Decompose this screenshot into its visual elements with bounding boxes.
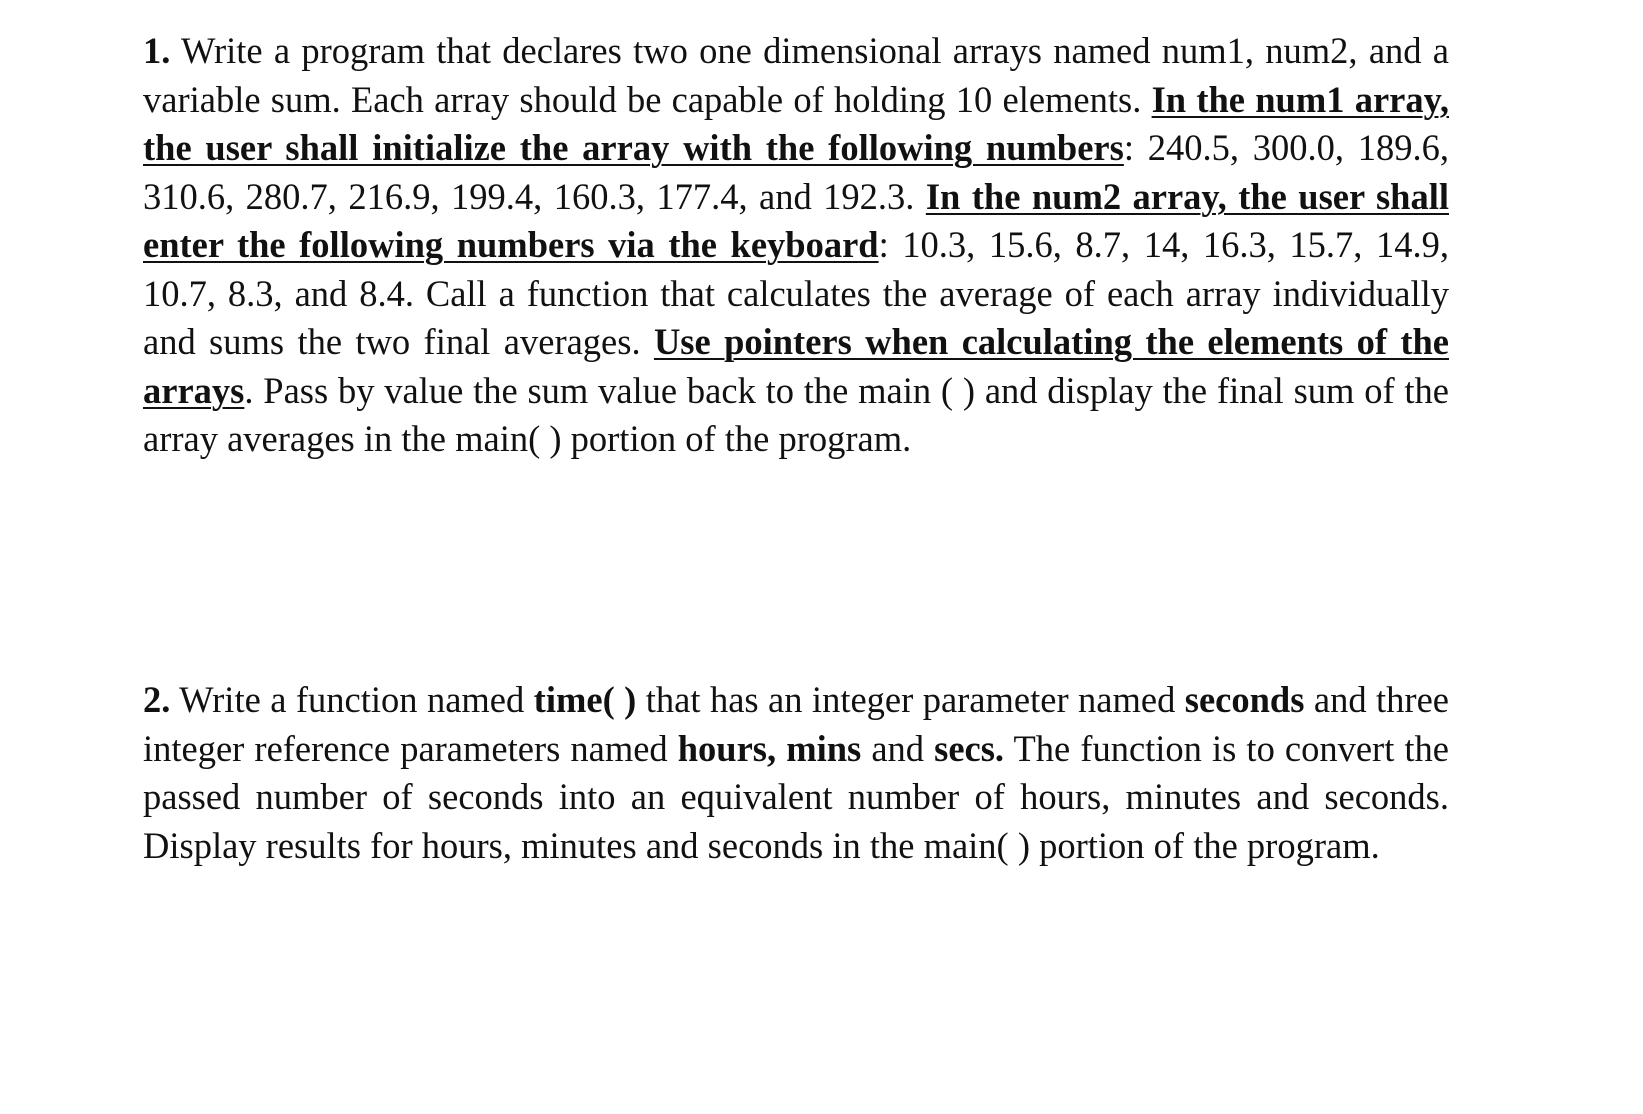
question-number: 2. bbox=[143, 679, 171, 720]
question-2-text bbox=[143, 679, 1449, 866]
question-1-text bbox=[143, 30, 1449, 459]
bold-text-run: seconds bbox=[1184, 679, 1305, 720]
text-run: : 240.5, 300.0, 189.6, 310.6, 280.7, 216.9, 199.4, 160.3, 177.4, and 192.3. bbox=[143, 127, 1449, 217]
bold-text-run: time( ) bbox=[533, 679, 637, 720]
text-run: Write a function named bbox=[179, 679, 534, 720]
text-run: . Pass by value the sum value back to the main ( ) and display the final sum of the array averages in the main( ) portion of the program. bbox=[143, 369, 1449, 459]
text-run: and three integer reference parameters named bbox=[143, 679, 1449, 769]
question-1 bbox=[143, 27, 1449, 464]
bold-text-run: hours, mins bbox=[677, 727, 862, 769]
emphasized-text-run: In the num2 array, the user shall enter the following numbers via the keyboard bbox=[143, 175, 1449, 265]
text-run: : 10.3, 15.6, 8.7, 14, 16.3, 15.7, 14.9, 10.7, 8.3, and 8.4. Call a function that calculates the average of each array individually and sums the two final averages. bbox=[143, 224, 1449, 362]
text-run: and bbox=[861, 727, 935, 769]
question-2 bbox=[143, 676, 1449, 870]
bold-text-run: secs. bbox=[934, 727, 1005, 769]
emphasized-text-run: In the num1 array, the user shall initialize the array with the following numbers bbox=[143, 78, 1449, 168]
text-run: The function is to convert the passed number of seconds into an equivalent number of hours, minutes and seconds. Display results for hours, minutes and seconds in the main( ) portion of the program. bbox=[143, 727, 1450, 866]
text-run: Write a program that declares two one dimensional arrays named num1, num2, and a variable sum. Each array should be capable of holding 10 elements. bbox=[143, 30, 1449, 120]
question-number: 1. bbox=[143, 30, 171, 71]
text-run: that has an integer parameter named bbox=[636, 679, 1185, 720]
emphasized-text-run: Use pointers when calculating the elements of the arrays bbox=[143, 321, 1449, 411]
